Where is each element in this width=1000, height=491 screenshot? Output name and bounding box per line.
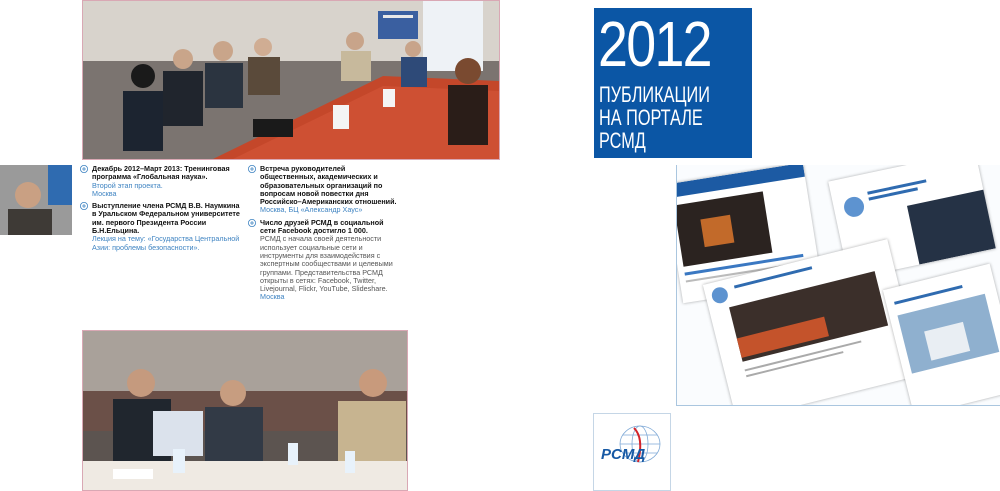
bullet-icon xyxy=(80,165,88,173)
banner-caption xyxy=(599,83,747,152)
banner-year: 2012 xyxy=(598,8,711,80)
bullet-icon xyxy=(248,165,256,173)
news-item xyxy=(80,202,240,252)
news-place: Лекция на тему: «Государства Центральной Азии: проблемы безопасности». xyxy=(92,234,240,252)
news-item xyxy=(248,165,398,215)
portal-screenshot xyxy=(883,264,1000,406)
portal-screenshots-collage xyxy=(676,165,1000,406)
banner-caption-line: НА ПОРТАЛЕ xyxy=(599,105,703,130)
news-column-right xyxy=(248,165,398,306)
news-title: Выступление члена РСМД В.В. Наумкина в Уральском Федеральном университете им. первого Президента России Б.Н.Ельцина. xyxy=(92,201,240,236)
news-text: РСМД с начала своей деятельности использует социальные сети и инструменты для взаимодействия с экспертным сообществами и целевыми группами. Представительства РСМД открыты в сетях: Facebook, Twitter, Livejournal, Flickr, YouTube, Slideshare. xyxy=(260,234,393,294)
news-title: Число друзей РСМД в социальной сети Facebook достигло 1 000. xyxy=(260,217,384,236)
bullet-icon xyxy=(80,202,88,210)
speaker-thumbnail xyxy=(0,165,72,235)
news-title: Встреча руководителей общественных, академических и образовательных организаций по вопросам новой повестки дня Российско–Американских отношений. xyxy=(260,164,397,207)
meeting-photo-top xyxy=(82,0,500,160)
logo-text: РСМД xyxy=(601,446,646,463)
news-place: Москва xyxy=(92,188,117,198)
banner-caption-line: РСМД xyxy=(599,128,646,153)
news-text: Второй этап проекта. xyxy=(92,180,163,190)
rsmd-logo xyxy=(593,413,671,491)
news-item xyxy=(248,219,398,302)
bullet-icon xyxy=(248,219,256,227)
banner-caption-line: ПУБЛИКАЦИИ xyxy=(599,82,710,107)
year-banner xyxy=(594,8,752,158)
news-item xyxy=(80,165,240,198)
news-title: Декабрь 2012–Март 2013: Тренинговая программа «Глобальная наука». xyxy=(92,164,230,182)
news-column-left xyxy=(80,165,240,256)
meeting-photo-bottom xyxy=(82,330,408,491)
news-place: Москва, БЦ «Александр Хаус» xyxy=(260,205,363,215)
news-place: Москва xyxy=(260,292,285,302)
